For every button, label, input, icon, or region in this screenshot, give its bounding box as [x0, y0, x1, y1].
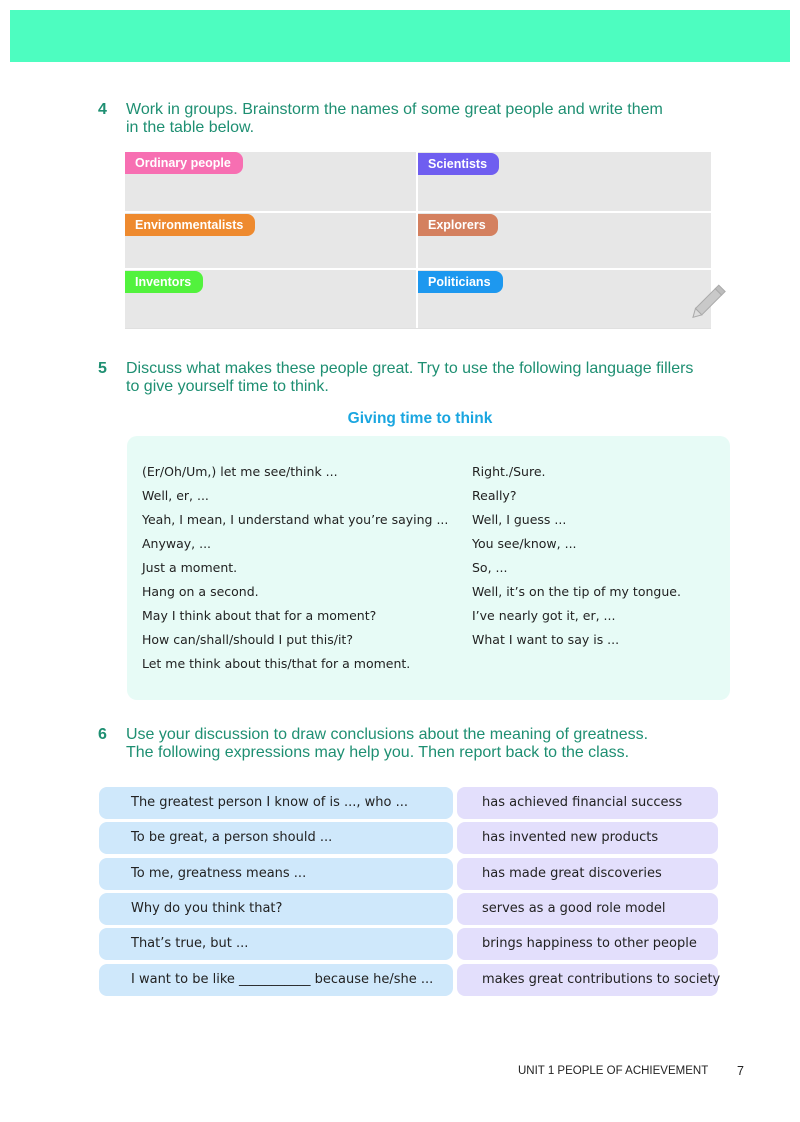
filler-phrase: Well, er, ...	[142, 488, 209, 503]
filler-phrase: Yeah, I mean, I understand what you’re saying ...	[142, 512, 449, 527]
expression-left: That’s true, but ...	[99, 928, 453, 960]
filler-phrase: You see/know, ...	[472, 536, 577, 551]
task-number: 5	[98, 360, 107, 377]
category-tag-environmentalists: Environmentalists	[125, 214, 255, 236]
filler-phrase: How can/shall/should I put this/it?	[142, 632, 353, 647]
filler-phrase: What I want to say is ...	[472, 632, 620, 647]
expression-right: has achieved financial success	[457, 787, 718, 819]
filler-phrase: Right./Sure.	[472, 464, 546, 479]
page-number: 7	[737, 1064, 744, 1078]
table-divider	[416, 152, 418, 328]
expression-right: has invented new products	[457, 822, 718, 854]
filler-phrase: Let me think about this/that for a moment.	[142, 656, 411, 671]
language-box-title: Giving time to think	[347, 410, 493, 427]
filler-phrase: Really?	[472, 488, 517, 503]
expression-left: The greatest person I know of is ..., who ...	[99, 787, 453, 819]
task-text: Discuss what makes these people great. Try to use the following language fillers to give yourself time to think.	[126, 360, 694, 395]
category-tag-ordinary-people: Ordinary people	[125, 152, 243, 174]
great-people-table	[125, 152, 711, 329]
expression-left: I want to be like ___________ because he/she ...	[99, 964, 453, 996]
pencil-icon	[690, 280, 732, 324]
filler-phrase: Well, I guess ...	[472, 512, 567, 527]
header-band	[10, 10, 790, 62]
expression-right: has made great discoveries	[457, 858, 718, 890]
task-number: 4	[98, 101, 107, 118]
category-tag-explorers: Explorers	[418, 214, 498, 236]
expression-left: To me, greatness means ...	[99, 858, 453, 890]
filler-phrase: So, ...	[472, 560, 508, 575]
filler-phrase: May I think about that for a moment?	[142, 608, 377, 623]
task-6-instruction	[98, 726, 738, 766]
table-divider	[125, 268, 711, 270]
filler-phrase: Anyway, ...	[142, 536, 212, 551]
language-fillers-box	[127, 436, 730, 700]
expression-left: To be great, a person should ...	[99, 822, 453, 854]
task-text: Work in groups. Brainstorm the names of some great people and write them in the table below.	[126, 101, 663, 136]
filler-phrase: Hang on a second.	[142, 584, 259, 599]
expression-right: serves as a good role model	[457, 893, 718, 925]
task-4-instruction	[98, 101, 738, 141]
task-number: 6	[98, 726, 107, 743]
category-tag-inventors: Inventors	[125, 271, 203, 293]
task-text: Use your discussion to draw conclusions about the meaning of greatness. The following expressions may help you. Then report back to the class.	[126, 726, 649, 761]
expression-right: brings happiness to other people	[457, 928, 718, 960]
expression-left: Why do you think that?	[99, 893, 453, 925]
filler-phrase: Well, it’s on the tip of my tongue.	[472, 584, 681, 599]
filler-phrase: (Er/Oh/Um,) let me see/think ...	[142, 464, 338, 479]
filler-phrase: Just a moment.	[142, 560, 238, 575]
table-divider	[125, 211, 711, 213]
category-tag-politicians: Politicians	[418, 271, 503, 293]
footer-unit-title: UNIT 1 PEOPLE OF ACHIEVEMENT	[518, 1065, 709, 1077]
task-5-instruction	[98, 360, 738, 400]
category-tag-scientists: Scientists	[418, 153, 499, 175]
expression-right: makes great contributions to society	[457, 964, 718, 996]
filler-phrase: I’ve nearly got it, er, ...	[472, 608, 616, 623]
